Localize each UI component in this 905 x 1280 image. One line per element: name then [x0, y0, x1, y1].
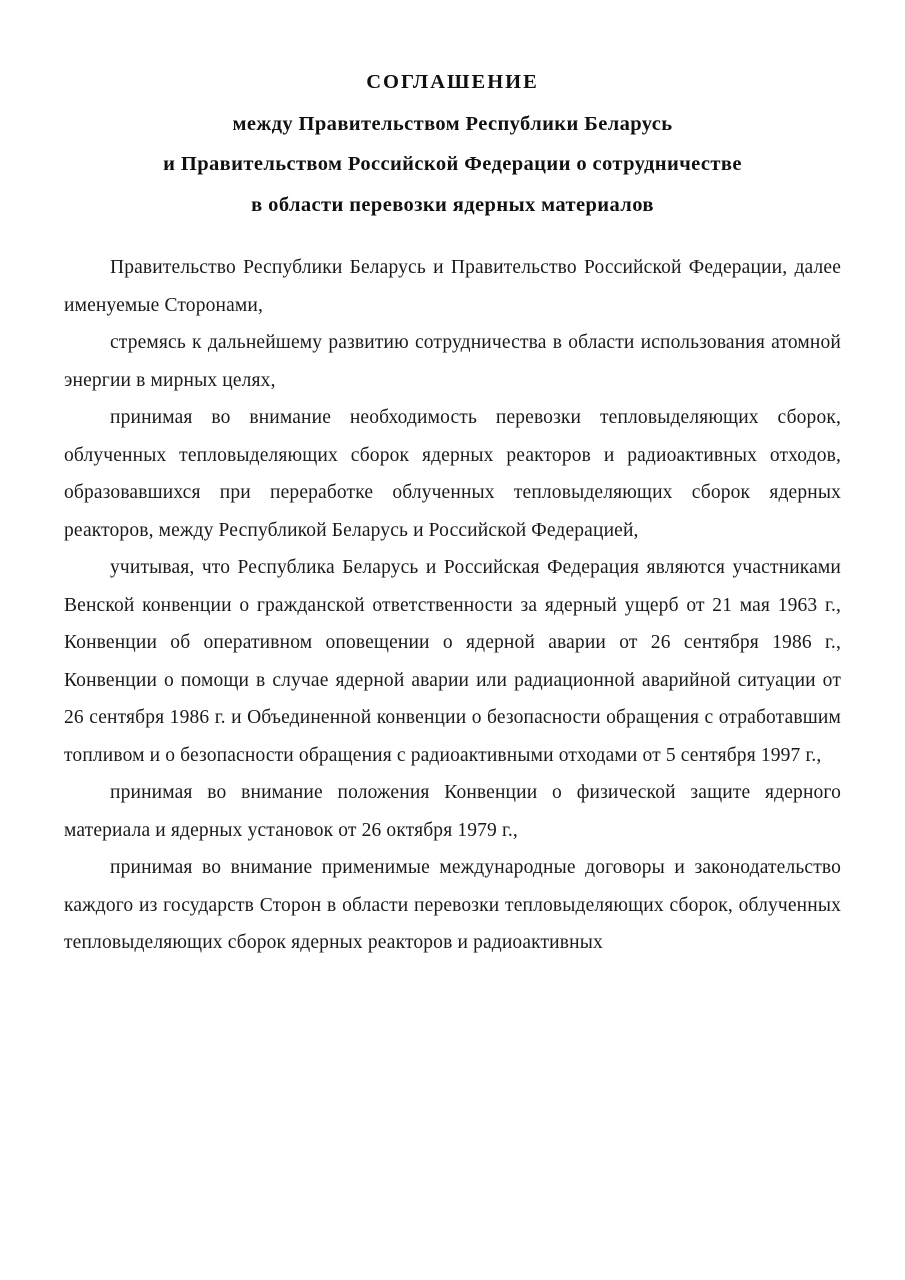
title-line-1: СОГЛАШЕНИЕ	[366, 71, 539, 93]
title-line-2: между Правительством Республики Беларусь	[232, 112, 673, 135]
paragraph: стремясь к дальнейшему развитию сотрудничества в области использования атомной энергии в мирных целях,	[64, 332, 841, 391]
paragraph: учитывая, что Республика Беларусь и Российская Федерация являются участниками Венской конвенции о гражданской ответственности за ядерный ущерб от 21 мая 1963 г., Конвенции об оперативном оповещении о ядерной аварии от 26 сентября 1986 г., Конвенции о помощи в случае ядерной аварии или радиационной аварийной ситуации от 26 сентября 1986 г. и Объединенной конвенции о безопасности обращения с отработавшим топливом и о безопасности обращения с радиоактивными отходами от 5 сентября 1997 г.,	[64, 557, 841, 766]
paragraph: принимая во внимание необходимость перевозки тепловыделяющих сборок, облученных тепловыделяющих сборок ядерных реакторов и радиоактивных отходов, образовавшихся при переработке облученных тепловыделяющих сборок ядерных реакторов, между Республикой Беларусь и Российской Федерацией,	[64, 407, 841, 541]
document-body	[64, 249, 841, 962]
paragraph: принимая во внимание положения Конвенции о физической защите ядерного материала и ядерных установок от 26 октября 1979 г.,	[64, 782, 841, 841]
title-line-3: и Правительством Российской Федерации о сотрудничестве	[163, 153, 742, 175]
paragraph: принимая во внимание применимые международные договоры и законодательство каждого из государств Сторон в области перевозки тепловыделяющих сборок, облученных тепловыделяющих сборок ядерных реакторов и радиоактивных	[64, 857, 841, 953]
title-line-4: в области перевозки ядерных материалов	[251, 193, 654, 216]
paragraph: Правительство Республики Беларусь и Правительство Российской Федерации, далее именуемые Сторонами,	[64, 257, 841, 316]
page-title	[64, 72, 841, 215]
